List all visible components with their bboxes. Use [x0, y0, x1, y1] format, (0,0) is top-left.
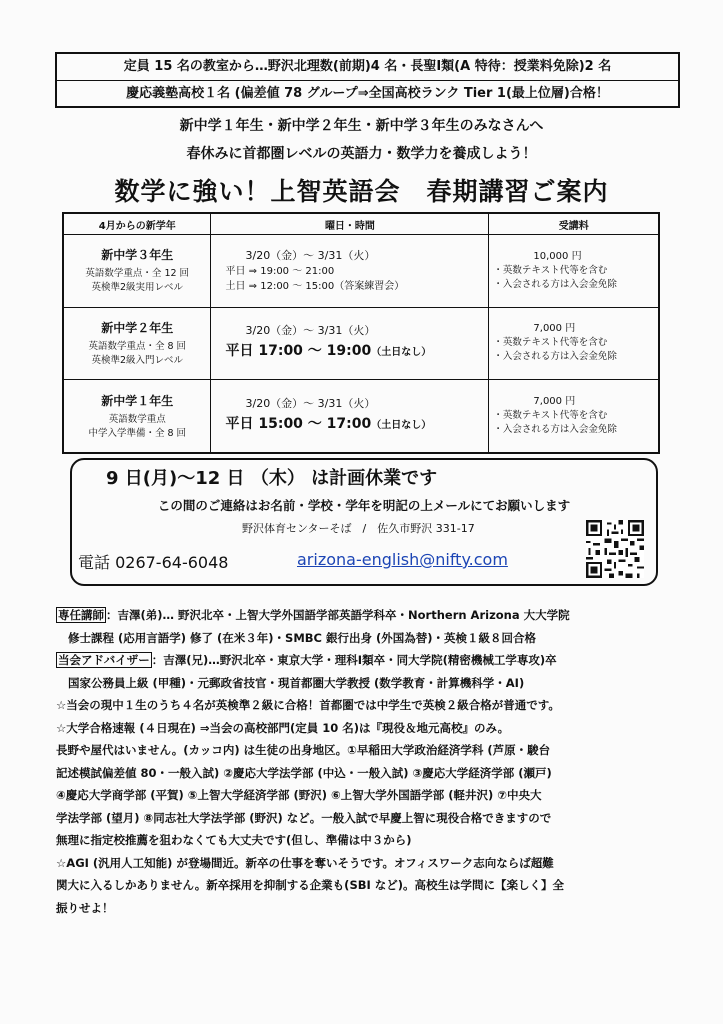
weekday-time: 平日 ⇒ 19:00 ～ 21:00: [225, 266, 335, 278]
advisor-line-2: 国家公務員上級 (甲種)・元郵政省技官・現首都圏大学教授 (数学教育・計算機科学・AI): [68, 675, 525, 690]
page-title: 数学に強い！上智英語会 春期講習ご案内: [114, 177, 609, 206]
time-cell: [211, 235, 489, 308]
email-link[interactable]: arizona-english@nifty.com: [297, 550, 508, 569]
grade-cell: [63, 307, 211, 380]
header-fee: 受講料: [489, 213, 659, 235]
schedule-header-row: [63, 213, 659, 235]
qr-code-icon[interactable]: [586, 520, 644, 578]
phone-number: 電話 0267-64-6048: [78, 553, 229, 572]
class-time-main: 平日 17:00 ～ 19:00: [225, 342, 372, 359]
body-text: [56, 604, 682, 919]
achievement-banner: [55, 52, 680, 108]
paragraph-line: 振りせよ！: [56, 900, 114, 915]
banner-line-2: 慶応義塾高校１名 (偏差値 78 グループ⇒全国高校ランク Tier 1(最上位層)合格！: [57, 80, 678, 107]
grade-cell: [63, 235, 211, 308]
weekend-time: 土日 ⇒ 12:00 ～ 15:00（答案練習会）: [225, 281, 405, 293]
contact-box: [70, 458, 658, 586]
advisor-label: 当会アドバイザー: [58, 653, 150, 667]
time-cell: [211, 307, 489, 380]
fee-note-1: ・英数テキスト代等を含む: [493, 337, 608, 349]
fee-amount: 7,000 円: [533, 323, 576, 335]
date-range: 3/20（金）～ 3/31（火）: [245, 396, 376, 410]
address: 野沢体育センターそば / 佐久市野沢 331-17: [242, 522, 475, 535]
fee-amount: 10,000 円: [533, 250, 582, 262]
paragraph-line: 記述模試偏差値 80・一般入試) ②慶応大学法学部 (中込・一般入試) ③慶応大学経済学部 (瀬戸): [56, 765, 552, 780]
fee-note-2: ・入会される方は入会金免除: [493, 278, 617, 290]
class-time-note: （土日なし）: [371, 346, 432, 358]
grade-label: 新中学２年生: [101, 320, 174, 335]
course-level: 英検準2級実用レベル: [91, 282, 184, 294]
fee-note-2: ・入会される方は入会金免除: [493, 424, 617, 436]
course-desc: 英語数学重点: [108, 413, 166, 425]
class-time-note: （土日なし）: [371, 419, 432, 431]
header-time: 曜日・時間: [211, 213, 489, 235]
paragraph-line: 長野や屋代はいません。(カッコ内) は生徒の出身地区。①早稲田大学政治経済学科 (芦原・駿台: [56, 743, 551, 757]
lecturer-label: 専任講師: [58, 608, 104, 622]
fee-cell: [489, 307, 659, 380]
course-desc: 英語数学重点・全 12 回: [85, 268, 190, 280]
course-desc: 英語数学重点・全 8 回: [88, 340, 187, 352]
fee-note-2: ・入会される方は入会金免除: [493, 351, 617, 363]
table-row: [63, 235, 659, 308]
paragraph-line: 関大に入るしかありません。新卒採用を抑制する企業も(SBI など)。高校生は学問に【楽しく】全: [56, 878, 565, 892]
paragraph-line: 学法学部 (望月) ⑧同志社大学法学部 (野沢) など。一般入試で早慶上智に現役合格できますので: [56, 810, 552, 825]
table-row: [63, 380, 659, 453]
fee-amount: 7,000 円: [533, 396, 576, 408]
class-time: [225, 339, 484, 365]
paragraph-line: ☆AGI (汎用人工知能) が登場間近。新卒の仕事を奪いそうです。オフィスワーク志向ならば超難: [56, 855, 554, 870]
fee-note-1: ・英数テキスト代等を含む: [493, 264, 608, 276]
paragraph-line: ☆当会の現中１生のうち４名が英検準２級に合格！首都圏では中学生で英検２級合格が普通です。: [56, 698, 560, 712]
paragraph-line: 無理に指定校推薦を狙わなくても大丈夫です(但し、準備は中３から): [56, 833, 412, 847]
advisor-text: ：吉澤(兄)…野沢北卒・東京大学・理科Ⅰ類卒・同大学院(精密機械工学専攻)卒: [151, 653, 557, 667]
lecturer-line-1: [56, 604, 682, 627]
fee-note-1: ・英数テキスト代等を含む: [493, 410, 608, 422]
fee-cell: [489, 380, 659, 453]
advisor-line-1: [56, 649, 682, 672]
audience-line: 新中学１年生・新中学２年生・新中学３年生のみなさんへ: [179, 118, 544, 134]
table-row: [63, 307, 659, 380]
grade-label: 新中学１年生: [101, 393, 174, 408]
date-range: 3/20（金）～ 3/31（火）: [245, 249, 376, 263]
course-level: 中学入学準備・全 8 回: [88, 427, 187, 439]
banner-line-1: 定員 15 名の教室から…野沢北理数(前期)4 名・長聖Ⅰ類(A 特待：授業料免除)2 名: [123, 59, 612, 74]
header-grade: 4月からの新学年: [63, 213, 211, 235]
paragraph-line: ④慶応大学商学部 (平賀) ⑤上智大学経済学部 (野沢) ⑥上智大学外国語学部 (軽井沢) ⑦中央大: [56, 788, 542, 802]
contact-instruction: この間のご連絡はお名前・学校・学年を明記の上メールにてお願いします: [157, 498, 571, 513]
class-time: [225, 412, 484, 438]
tagline: 春休みに首都圏レベルの英語力・数学力を養成しよう！: [186, 146, 537, 162]
time-cell: [211, 380, 489, 453]
schedule-table: [62, 212, 660, 454]
date-range: 3/20（金）～ 3/31（火）: [245, 323, 376, 337]
grade-cell: [63, 380, 211, 453]
lecturer-line-2: 修士課程 (応用言語学) 修了 (在米３年)・SMBC 銀行出身 (外国為替)・英検１級８回合格: [68, 630, 536, 645]
lecturer-text: ：吉澤(弟)… 野沢北卒・上智大学外国語学部英語学科卒・Northern Arizona 大大学院: [106, 608, 570, 622]
grade-label: 新中学３年生: [101, 248, 174, 263]
course-level: 英検準2級入門レベル: [91, 354, 184, 366]
paragraph-line: ☆大学合格速報 (４日現在) ⇒当会の高校部門(定員 10 名)は『現役＆地元高校』のみ。: [56, 720, 510, 735]
fee-cell: [489, 235, 659, 308]
class-time-main: 平日 15:00 ～ 17:00: [225, 415, 372, 432]
holiday-notice: 9 日(月)～12 日 （木） は計画休業です: [106, 468, 438, 489]
